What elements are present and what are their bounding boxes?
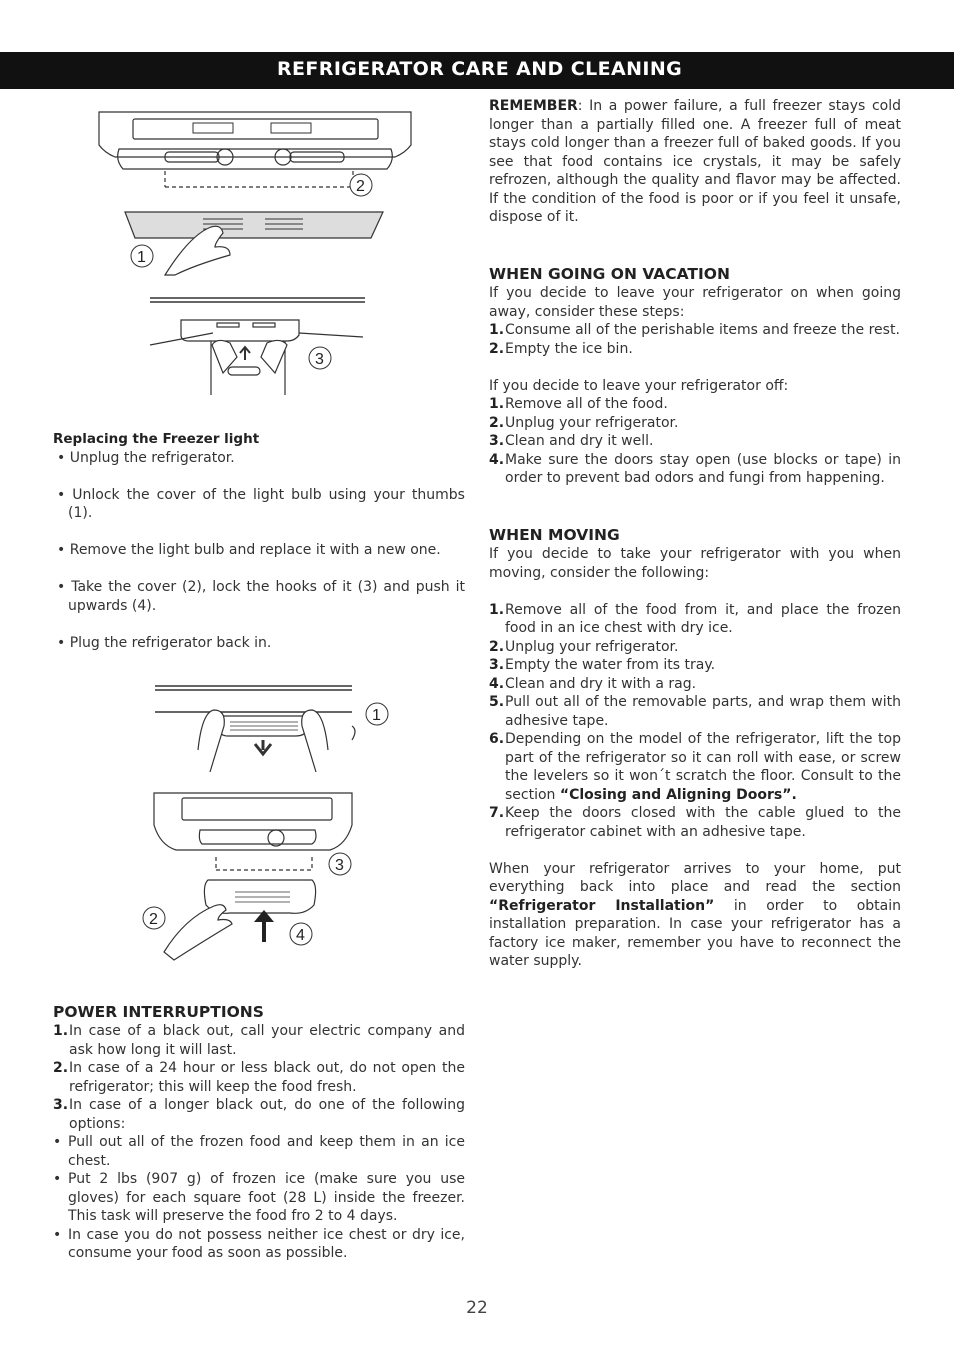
list-item: 2. Unplug your refrigerator. <box>489 414 679 431</box>
moving-title: WHEN MOVING <box>489 526 620 544</box>
list-item: • Take the cover (2), lock the hooks of it (3) and push it upwards (4). <box>57 579 465 614</box>
vacation-off-intro: If you decide to leave your refrigerator off: <box>489 377 789 394</box>
replacing-section <box>53 430 465 652</box>
callout-3: 3 <box>315 351 324 368</box>
vacation-title: WHEN GOING ON VACATION <box>489 265 730 283</box>
list-item: 1. In case of a black out, call your electric company and ask how long it will last. <box>53 1023 465 1058</box>
list-item: 4. Make sure the doors stay open (use blocks or tape) in order to prevent bad odors and fungi from happening. <box>489 451 901 486</box>
moving-intro: If you decide to take your refrigerator with you when moving, consider the following: <box>489 546 901 581</box>
list-item: 5. Pull out all of the removable parts, and wrap them with adhesive tape. <box>489 694 901 729</box>
power-section <box>53 1003 465 1263</box>
page-header-bar <box>0 52 954 89</box>
remember-paragraph: REMEMBER: In a power failure, a full freezer stays cold longer than a partially filled one. A freezer full of meat stays cold longer than a freezer full of baked goods. If you see that food contains ice crystals, it may be safely refrozen, although the quality and flavor may be affected. If the condition of the food is poor or if you feel it unsafe, dispose of it. <box>489 98 901 225</box>
right-column <box>489 97 901 971</box>
callout-2: 2 <box>149 911 158 928</box>
list-item: 7. Keep the doors closed with the cable glued to the refrigerator cabinet with an adhesive tape. <box>489 805 901 840</box>
list-item: 3. Clean and dry it well. <box>489 433 654 449</box>
list-item: 3. In case of a longer black out, do one of the following options: <box>53 1097 465 1132</box>
list-item: • Pull out all of the frozen food and keep them in an ice chest. <box>53 1133 465 1170</box>
list-item: 2. In case of a 24 hour or less black out, do not open the refrigerator; this will keep the food fresh. <box>53 1060 465 1095</box>
list-item: 6. Depending on the model of the refrigerator, lift the top part of the refrigerator so it can roll with ease, or screw the levelers so it won´t scratch the floor. Consult to the section “Closing and Aligning Doors”. <box>489 731 901 803</box>
list-item: • Unplug the refrigerator. <box>57 449 235 466</box>
arrival-paragraph: When your refrigerator arrives to your home, put everything back into place and read the section “Refrigerator Installation” in order to obtain installation preparation. In case your refrigerator has a factory ice maker, remember you have to reconnect the water supply. <box>489 860 901 969</box>
freezer-light-install-illustration <box>140 680 405 965</box>
replacing-title: Replacing the Freezer light <box>53 431 260 447</box>
list-item: 1. Consume all of the perishable items and freeze the rest. <box>489 322 900 338</box>
list-item: 1. Remove all of the food. <box>489 396 668 412</box>
list-item: • Plug the refrigerator back in. <box>57 634 272 651</box>
callout-4: 4 <box>296 927 305 944</box>
page-title: REFRIGERATOR CARE AND CLEANING <box>277 58 683 80</box>
callout-1: 1 <box>372 707 381 724</box>
callout-3: 3 <box>335 857 344 874</box>
list-item: • Remove the light bulb and replace it with a new one. <box>57 542 441 558</box>
list-item: 3. Empty the water from its tray. <box>489 657 716 673</box>
list-item: 4. Clean and dry it with a rag. <box>489 675 697 692</box>
vacation-intro: If you decide to leave your refrigerator on when going away, consider these steps: <box>489 285 901 320</box>
freezer-light-removal-illustration <box>95 105 425 400</box>
list-item: 2. Unplug your refrigerator. <box>489 638 679 655</box>
power-title: POWER INTERRUPTIONS <box>53 1003 264 1021</box>
page-number: 22 <box>466 1298 488 1318</box>
callout-1: 1 <box>137 249 146 266</box>
list-item: 1. Remove all of the food from it, and place the frozen food in an ice chest with dry ice. <box>489 601 901 636</box>
list-item: • In case you do not possess neither ice chest or dry ice, consume your food as soon as possible. <box>53 1226 465 1263</box>
list-item: • Put 2 lbs (907 g) of frozen ice (make sure you use gloves) for each square foot (28 L) inside the freezer. This task will preserve the food fro 2 to 4 days. <box>53 1170 465 1226</box>
list-item: • Unlock the cover of the light bulb using your thumbs (1). <box>57 486 465 521</box>
list-item: 2. Empty the ice bin. <box>489 340 633 357</box>
callout-2: 2 <box>356 178 365 195</box>
